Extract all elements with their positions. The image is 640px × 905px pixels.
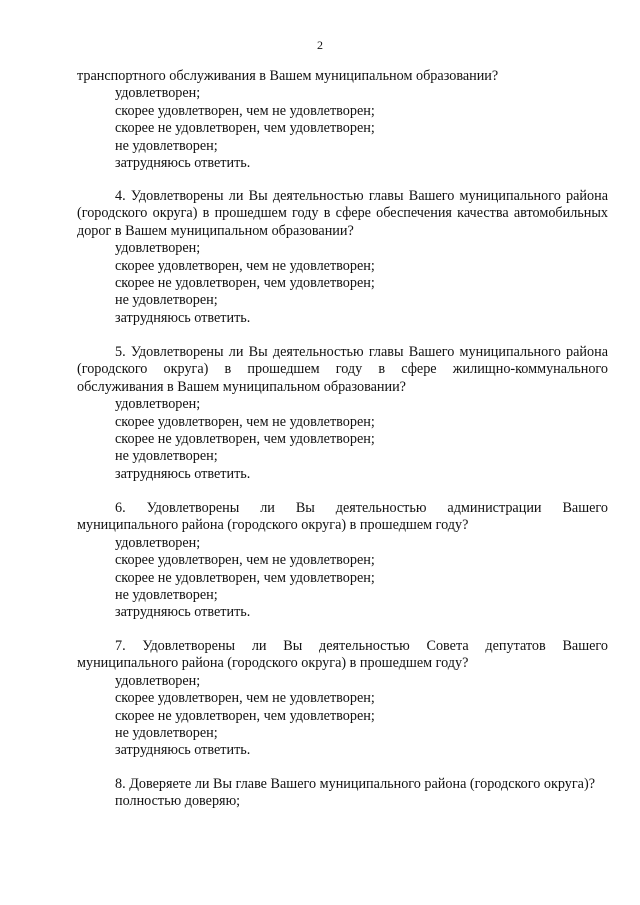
answer-option: удовлетворен; [115,672,201,689]
answer-option: скорее удовлетворен, чем не удовлетворен; [115,257,375,274]
answer-option: затрудняюсь ответить. [115,604,251,621]
answer-option: удовлетворен; [115,240,201,257]
answer-option: не удовлетворен; [115,448,218,465]
question-7-text: 7. Удовлетворены ли Вы деятельностью Совета депутатов Вашего муниципального района (городского округа) в прошедшем году? [77,638,608,672]
answer-option: скорее не удовлетворен, чем удовлетворен; [115,431,375,448]
answer-option: затрудняюсь ответить. [115,742,251,759]
answer-option: удовлетворен; [115,396,201,413]
question-5-text: 5. Удовлетворены ли Вы деятельностью главы Вашего муниципального района (городского округа) в прошедшем году в сфере жилищно-коммунального обслуживания в Вашем муниципальном образовании? [77,344,608,395]
answer-option: скорее удовлетворен, чем не удовлетворен; [115,102,375,119]
answer-option: скорее удовлетворен, чем не удовлетворен; [115,552,375,569]
question-3-block [77,68,608,172]
answer-option: скорее не удовлетворен, чем удовлетворен; [115,707,375,724]
answer-option: полностью доверяю; [115,793,241,810]
answer-option: не удовлетворен; [115,725,218,742]
question-8-text: 8. Доверяете ли Вы главе Вашего муниципального района (городского округа)? [115,776,596,792]
answer-option: не удовлетворен; [115,292,218,309]
question-6-text: 6. Удовлетворены ли Вы деятельностью администрации Вашего муниципального района (городского округа) в прошедшем году? [77,500,608,534]
answer-option: скорее удовлетворен, чем не удовлетворен; [115,690,375,707]
question-8-block [77,776,608,811]
question-6-block [77,500,608,622]
answer-option: не удовлетворен; [115,137,218,154]
answer-option: скорее не удовлетворен, чем удовлетворен; [115,275,375,292]
question-4-block [77,188,608,327]
answer-option: затрудняюсь ответить. [115,309,251,326]
answer-option: скорее не удовлетворен, чем удовлетворен; [115,569,375,586]
answer-option: скорее не удовлетворен, чем удовлетворен; [115,120,375,137]
answer-option: затрудняюсь ответить. [115,465,251,482]
answer-option: затрудняюсь ответить. [115,155,251,172]
answer-option: удовлетворен; [115,85,201,102]
question-5-block [77,344,608,483]
page-number: 2 [317,38,323,52]
answer-option: не удовлетворен; [115,587,218,604]
question-7-block [77,638,608,760]
question-4-text: 4. Удовлетворены ли Вы деятельностью главы Вашего муниципального района (городского округа) в прошедшем году в сфере обеспечения качества автомобильных дорог в Вашем муниципальном образовании? [77,188,608,239]
question-3-text: транспортного обслуживания в Вашем муниципальном образовании? [77,68,499,84]
answer-option: удовлетворен; [115,534,201,551]
answer-option: скорее удовлетворен, чем не удовлетворен; [115,413,375,430]
